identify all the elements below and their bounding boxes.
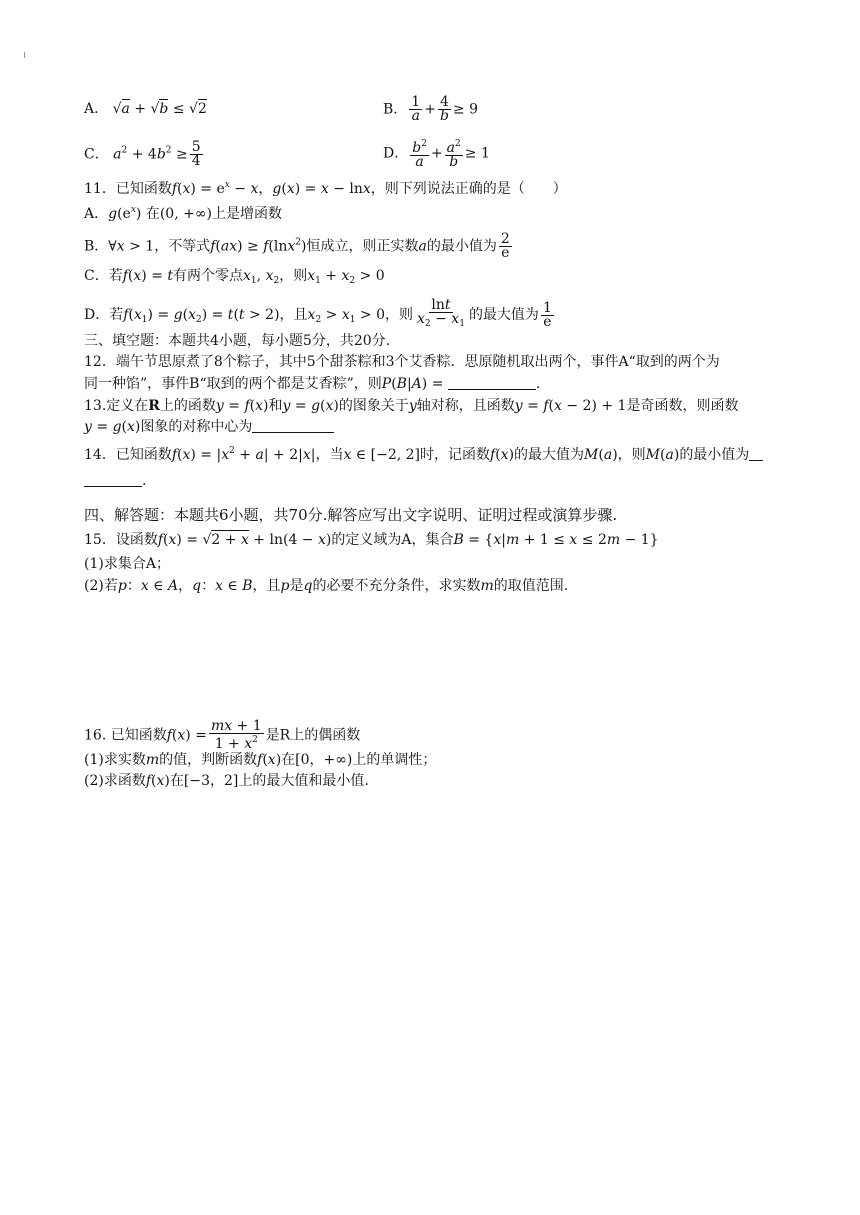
q11-option-c: C．若f(x) = t有两个零点$x_1$, $x_2$，则$x_1 + x_2 > 0$ <box>84 268 385 286</box>
q16-part-2: (2)求函数f(x)在[−3，2]上的最大值和最小值. <box>84 773 369 789</box>
q13-line-1: 13.定义在R上的函数y = f(x)和y = g(x)的图象关于y轴对称，且函数y = f(x − 2) + 1是奇函数，则函数 <box>84 398 739 414</box>
option-10-a: A． √a + √b ≤ √2 <box>84 101 207 117</box>
option-10-d: D． $\frac{b^2}{a}$ + $\frac{a^2}{b}$ ≥ 1 <box>383 139 490 170</box>
option-10-c: C． $a^2 + 4b^2$ ≥ $\frac{5}{4}$ <box>84 139 201 169</box>
q14-line-1: 14．已知函数$f(x) = |x^2 + a| + 2|x|$，当x ∈ [−2, 2]时，记函数f(x)的最大值为M(a)，则M(a)的最小值为 <box>84 442 763 464</box>
q12-line-1: 12．端午节思原煮了8个粽子，其中5个甜茶粽和3个艾香粽．思原随机取出两个，事件A“取到的两个为 <box>84 354 720 370</box>
q16-stem: 16. 已知函数f(x) = $\frac{mx + 1}{1 + x^2}$ 是R上的偶函数 <box>84 718 361 752</box>
q12-line-2: 同一种馅”，事件B“取到的两个都是艾香粽”，则P(B|A) = . <box>84 376 541 392</box>
q15-part-2: (2)若p：x ∈ A，q：x ∈ B，且p是q的必要不充分条件，求实数m的取值范围. <box>84 578 569 594</box>
q11-option-d: D．若$f(x_1) = g(x_2) = t(t > 2)$，且$x_2 > x_1 > 0$，则 $\frac{\ln t}{x_2 - x_1}$ 的最大值为 $\frac{1}{e}$ <box>84 297 552 330</box>
scan-mark <box>24 52 25 58</box>
answer-blank <box>749 460 763 461</box>
q15-part-1: (1)求集合A； <box>84 556 170 572</box>
q14-line-2: . <box>84 472 146 490</box>
answer-blank <box>252 432 334 433</box>
q13-line-2: y = g(x)图象的对称中心为 <box>84 418 334 436</box>
q11-option-a: A．$g(e^x)$ 在(0, +∞)上是增函数 <box>84 205 282 222</box>
q16-part-1: (1)求实数m的值，判断函数f(x)在[0，+∞)上的单调性； <box>84 752 437 768</box>
answer-blank <box>84 486 142 487</box>
section-4-header: 四、解答题：本题共6小题，共70分.解答应写出文字说明、证明过程或演算步骤. <box>84 506 618 524</box>
option-10-b: B． $\frac{1}{a}$ + $\frac{4}{b}$ ≥ 9 <box>383 94 479 124</box>
answer-blank <box>448 389 536 390</box>
q15-stem: 15．设函数f(x) = √2 + x + ln(4 − x)的定义域为A，集合B = {x|m + 1 ≤ x ≤ 2m − 1} <box>84 532 659 548</box>
q11-option-b: B．∀x > 1，不等式f(ax) ≥ f(lnx$^2$)恒成立，则正实数a的最小值为 $\frac{2}{e}$ <box>84 231 510 261</box>
section-3-header: 三、填空题：本题共4小题，每小题5分，共20分. <box>84 333 391 349</box>
q11-stem: 11．已知函数$f(x) = e^x - x$，g(x) = x − lnx，则下列说法正确的是（ ） <box>84 180 567 197</box>
